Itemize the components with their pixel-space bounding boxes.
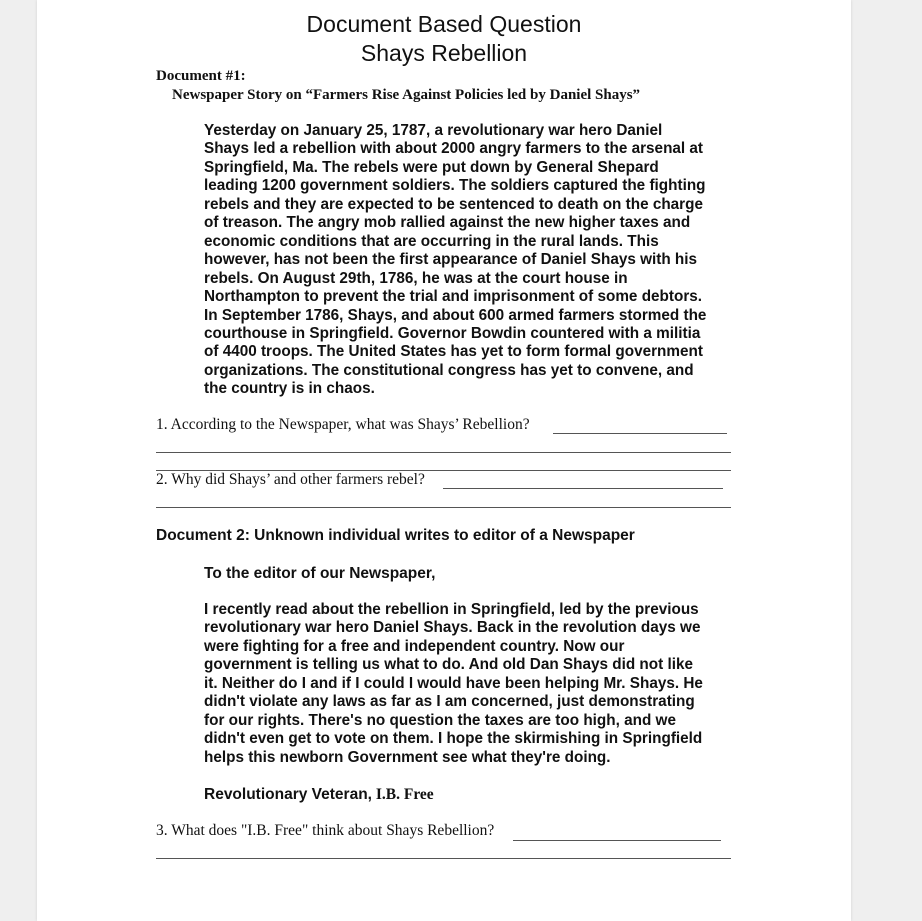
- question-1: 1. According to the Newspaper, what was Shays’ Rebellion?: [156, 416, 530, 433]
- document-page: [37, 0, 851, 921]
- doc1-newspaper-text: [204, 122, 706, 399]
- text-line: government is telling us what to do. And old Dan Shays did not like: [204, 656, 693, 674]
- question-3: 3. What does "I.B. Free" think about Shays Rebellion?: [156, 822, 495, 839]
- text-line: were fighting for a free and independent country. Now our: [204, 637, 625, 655]
- text-line: didn't even get to vote on them. I hope the skirmishing in Springfield: [204, 730, 703, 748]
- text-line: it. Neither do I and if I could I would have been helping Mr. Shays. He: [204, 674, 703, 692]
- doc1-label: Document #1:: [156, 68, 246, 84]
- doc1-heading: Newspaper Story on “Farmers Rise Against Policies led by Daniel Shays”: [172, 87, 641, 103]
- answer-line[interactable]: [156, 858, 731, 859]
- signature-prefix: Revolutionary Veteran,: [204, 786, 372, 803]
- doc2-signature: [204, 786, 434, 804]
- document-title: Document Based Question: [306, 11, 582, 37]
- doc2-letter-text: [204, 601, 703, 767]
- signature-name: I.B. Free: [371, 786, 434, 803]
- doc2-salutation: To the editor of our Newspaper,: [204, 565, 436, 582]
- text-line: Northampton to prevent the trial and imprisonment of some debtors.: [204, 288, 703, 306]
- text-line: didn't violate any laws as far as I am concerned, just demonstrating: [204, 693, 695, 711]
- answer-line[interactable]: [156, 507, 731, 508]
- answer-line[interactable]: [513, 840, 721, 841]
- text-line: the country is in chaos.: [204, 380, 375, 398]
- text-line: Shays led a rebellion with about 2000 angry farmers to the arsenal at: [204, 140, 704, 158]
- text-line: helps this newborn Government see what they're doing.: [204, 748, 611, 766]
- text-line: of 4400 troops. The United States has yet to form formal government: [204, 343, 703, 361]
- answer-line[interactable]: [553, 433, 727, 434]
- text-line: of treason. The angry mob rallied against the new higher taxes and: [204, 214, 691, 232]
- text-line: In September 1786, Shays, and about 600 armed farmers stormed the: [204, 306, 707, 324]
- document-subtitle: Shays Rebellion: [360, 40, 528, 66]
- doc2-heading: Document 2: Unknown individual writes to editor of a Newspaper: [156, 527, 635, 544]
- answer-line[interactable]: [156, 452, 731, 453]
- text-line: organizations. The constitutional congress has yet to convene, and: [204, 361, 694, 379]
- text-line: for our rights. There's no question the taxes are too high, and we: [204, 711, 676, 729]
- text-line: Springfield, Ma. The rebels were put down by General Shepard: [204, 158, 659, 176]
- text-line: rebels and they are expected to be sentenced to death on the charge: [204, 195, 703, 213]
- text-line: I recently read about the rebellion in Springfield, led by the previous: [204, 601, 699, 618]
- text-line: however, has not been the first appearance of Daniel Shays with his: [204, 251, 698, 269]
- text-line: economic conditions that are occurring in the rural lands. This: [204, 232, 659, 250]
- question-2: 2. Why did Shays’ and other farmers rebel?: [156, 471, 425, 488]
- text-line: revolutionary war hero Daniel Shays. Back in the revolution days we: [204, 619, 701, 637]
- text-line: leading 1200 government soldiers. The soldiers captured the fighting: [204, 177, 706, 195]
- answer-line[interactable]: [443, 488, 723, 489]
- text-line: rebels. On August 29th, 1786, he was at the court house in: [204, 269, 628, 287]
- text-line: Yesterday on January 25, 1787, a revolutionary war hero Daniel: [204, 122, 663, 139]
- text-line: courthouse in Springfield. Governor Bowdin countered with a militia: [204, 324, 701, 342]
